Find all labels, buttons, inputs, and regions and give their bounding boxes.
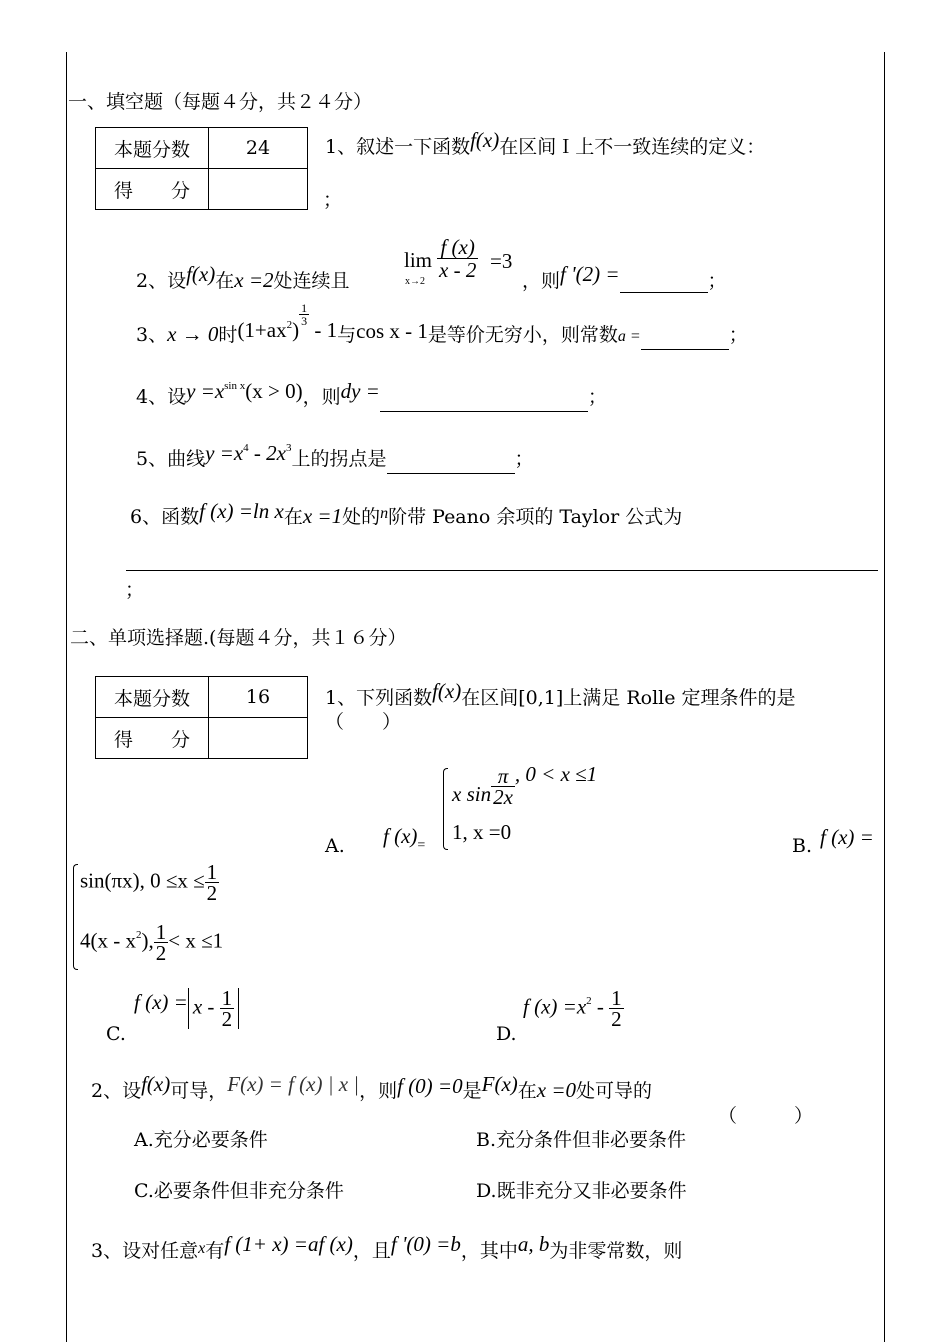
score-value: 24 — [209, 128, 308, 169]
got-score-field[interactable] — [209, 169, 308, 210]
s2-q3-fp: f '(0) =b — [390, 1232, 461, 1256]
s1-q4-then: ，则 — [302, 386, 341, 408]
option-d-f: f (x) =x — [523, 994, 587, 1019]
s2-q3-num: 3、设对任意 — [91, 1240, 199, 1262]
option-a-eq: = — [417, 838, 426, 853]
option-c-x: x - — [192, 994, 220, 1019]
s1-q2-frac — [437, 236, 478, 281]
s1-q5-4: 4 — [243, 442, 249, 454]
option-d-expr — [523, 988, 624, 1029]
s1-q4-num: 4、设 — [136, 386, 187, 408]
s1-q3-answer-blank[interactable] — [641, 331, 729, 350]
option-a-fx: f (x) — [383, 824, 418, 848]
s1-q6-text2: 阶带 Peano 余项的 Taylor 公式为 — [388, 506, 683, 528]
s1-q1-end: ； — [323, 189, 343, 211]
s1-q1-num: 1、叙述一下函数 — [325, 136, 471, 158]
s2-question-1 — [325, 679, 796, 710]
s1-q3-exp-den: 3 — [301, 313, 308, 328]
s2-q2-fx: f(x) — [141, 1072, 171, 1096]
s1-question-1 — [325, 128, 766, 159]
s2-q2-at: 在 — [517, 1080, 537, 1102]
s1-q2-cont: 处连续且 — [273, 270, 350, 292]
s1-question-5 — [136, 441, 534, 474]
option-d-den: 2 — [611, 1007, 622, 1031]
s1-q3-exp-frac — [299, 302, 309, 327]
option-a-l1-frac — [491, 766, 515, 807]
option-b-line1 — [80, 862, 219, 903]
s1-q6-answer-blank[interactable] — [126, 570, 878, 571]
s1-question-2 — [136, 262, 350, 293]
option-a-l1a: x sin — [452, 782, 492, 807]
s1-q2-at: 在 — [215, 270, 235, 292]
s1-question-3 — [136, 300, 748, 350]
s1-q2-frac-den: x - 2 — [439, 258, 477, 282]
s1-q5-curve — [205, 441, 291, 465]
option-c-expr — [134, 988, 239, 1029]
s1-question-6 — [130, 499, 683, 531]
s1-q3-when: 时 — [218, 324, 238, 346]
option-b-label[interactable]: B. — [792, 835, 813, 857]
s1-q4-y — [186, 379, 303, 403]
s1-q5-text: 上的拐点是 — [291, 448, 387, 470]
s1-q3-expr — [237, 318, 299, 342]
option-d-frac — [609, 988, 624, 1029]
s1-q4-y-base: y =x — [186, 379, 225, 403]
option-c-abs — [188, 988, 239, 1029]
s1-q5-answer-blank[interactable] — [387, 455, 515, 474]
s1-q3-with: 与 — [337, 324, 357, 346]
option-b-l2a: 4(x - x — [80, 928, 136, 953]
got-label: 得 分 — [96, 169, 209, 210]
s1-q3-a: a = — [617, 328, 641, 345]
option-b-l2c: < x ≤1 — [168, 928, 224, 953]
s2-q2-text: 处可导的 — [576, 1080, 653, 1102]
s1-q6-at: 在 — [283, 506, 303, 528]
option-c-den: 2 — [221, 1007, 233, 1031]
s2-q3-have: 有 — [205, 1240, 225, 1262]
got-label: 得 分 — [96, 718, 209, 759]
option-b-l1-frac — [205, 862, 220, 903]
s1-q2-fraction — [437, 236, 478, 281]
s2-q2-F: F(x) = f (x) | x | — [227, 1072, 360, 1096]
score-label: 本题分数 — [96, 677, 209, 718]
s1-q3-sq: 2 — [286, 319, 293, 331]
option-b-brace — [73, 864, 78, 970]
s2-q3-eq: f (1+ x) =af (x) — [224, 1232, 353, 1256]
s1-q5-y: y =x — [205, 441, 244, 465]
s1-q2-eq3: =3 — [490, 249, 513, 273]
s1-q2-fx: f(x) — [186, 262, 216, 286]
s1-q6-f: f (x) =ln x — [199, 499, 284, 523]
option-d-sq: 2 — [586, 995, 592, 1008]
s2-q2-then: ，则 — [359, 1080, 398, 1102]
s1-q3-text: 是等价无穷小，则常数 — [427, 324, 618, 346]
option-a-line1 — [452, 762, 598, 809]
option-b-l2-num: 1 — [155, 920, 167, 944]
s2-q2-Fx: F(x) — [481, 1072, 518, 1096]
s1-q5-end: ； — [514, 448, 534, 470]
option-d-num: 1 — [611, 986, 622, 1010]
s1-question-4 — [136, 379, 607, 412]
s1-q2-frac-num: f (x) — [437, 236, 478, 259]
s1-q6-x1: x =1 — [302, 504, 343, 528]
s1-q5-num: 5、曲线 — [136, 448, 206, 470]
option-c-f: f (x) = — [134, 990, 188, 1015]
s1-q3-minus1: - 1 — [309, 318, 338, 342]
s2-q2-paren: （ ） — [718, 1105, 814, 1127]
s1-q3-expr-base: (1+ax — [237, 318, 287, 342]
s2-q3-text: 为非零常数，则 — [549, 1240, 683, 1262]
option-a-l1b: , 0 < x ≤1 — [514, 762, 598, 787]
s1-q2-num: 2、设 — [136, 270, 187, 292]
s2-q2-option-c[interactable]: C.必要条件但非充分条件 — [134, 1180, 344, 1202]
option-b-l2-den: 2 — [155, 941, 167, 965]
score-value: 16 — [209, 677, 308, 718]
right-border-line — [884, 52, 885, 1342]
s1-q3-close: ) — [292, 318, 300, 342]
option-a-line2: 1, x =0 — [452, 820, 512, 844]
s1-q4-answer-blank[interactable] — [380, 393, 588, 412]
s1-q4-end: ； — [587, 386, 607, 408]
s1-q4-dy: dy = — [340, 379, 380, 403]
s1-q2-end: ； — [707, 270, 727, 292]
section1-title: 一、填空题（每题４分，共２４分） — [68, 91, 373, 113]
option-c-num: 1 — [221, 986, 233, 1010]
s2-q2-option-b[interactable]: B.充分条件但非必要条件 — [476, 1129, 687, 1151]
s2-q2-x0: x =0 — [536, 1078, 577, 1102]
s1-q6-n: n — [380, 505, 389, 522]
option-c-frac — [220, 988, 235, 1029]
option-b-line2 — [80, 922, 223, 963]
s2-question-3 — [91, 1232, 683, 1265]
s1-q4-cond: (x > 0) — [245, 379, 303, 403]
s1-q2-lim-sub: x→2 — [405, 276, 425, 287]
s2-q1-num: 1、下列函数 — [325, 687, 433, 709]
option-a-l1-num: π — [491, 766, 515, 787]
s1-q5-3: 3 — [285, 442, 292, 454]
section1-score-table — [95, 127, 308, 210]
option-b-l1: sin(πx), 0 ≤x ≤ — [80, 868, 205, 893]
s2-q1-paren: （ ） — [325, 711, 402, 733]
s1-q4-sinx: sin x — [224, 380, 246, 392]
s1-q2-then-line — [522, 262, 727, 293]
option-a-l1-den: 2x — [493, 785, 513, 809]
s2-q1-fx: f(x) — [432, 679, 462, 703]
got-score-field[interactable] — [209, 718, 308, 759]
s1-q3-end: ； — [728, 324, 748, 346]
s1-q6-num: 6、函数 — [130, 506, 200, 528]
option-b-l1-num: 1 — [206, 860, 218, 884]
option-a-label[interactable]: A. — [325, 835, 345, 857]
s1-q3-num: 3、 — [136, 324, 168, 346]
s2-q2-is: 是 — [462, 1080, 482, 1102]
s1-q2-fp: f '(2) = — [560, 262, 620, 286]
left-border-line — [66, 52, 67, 1342]
option-d-minus: - — [591, 994, 610, 1019]
s1-q2-then: ，则 — [522, 270, 561, 292]
s1-q6-end: ； — [125, 579, 145, 601]
option-b-l1-den: 2 — [206, 881, 218, 905]
option-b-l2-sq: 2 — [136, 929, 142, 942]
s1-q5-minus: - 2x — [248, 441, 286, 465]
s2-q3-and: ，且 — [352, 1240, 391, 1262]
option-d-label[interactable]: D. — [496, 1023, 517, 1045]
s1-q1-text: 在区间Ｉ上不一致连续的定义： — [499, 136, 766, 158]
s1-q2-lim-word: lim — [404, 248, 433, 272]
s2-q2-option-a[interactable]: A.充分必要条件 — [134, 1129, 268, 1151]
s2-q1-text: 在区间[0,1]上满足 Rolle 定理条件的是 — [461, 687, 796, 709]
option-b-l2-frac — [154, 922, 169, 963]
s2-q3-x: x — [198, 1240, 206, 1257]
option-b-f: f (x) = — [820, 825, 874, 849]
option-a-brace — [443, 768, 448, 850]
s1-q6-text1: 处的 — [342, 506, 381, 528]
section2-title: 二、单项选择题.(每题４分，共１６分） — [70, 627, 407, 649]
s2-q2-diff: 可导， — [170, 1080, 228, 1102]
s2-q3-ab: a, b — [517, 1232, 550, 1256]
s1-q3-x0: x → 0 — [167, 322, 219, 346]
s1-q2-lim — [404, 248, 432, 272]
s1-q3-cos: cos x - 1 — [356, 319, 428, 343]
option-b-l2b: ), — [141, 928, 154, 953]
s2-question-2 — [91, 1072, 653, 1103]
option-a-f — [383, 824, 425, 852]
s1-q1-fx: f(x) — [470, 128, 500, 152]
section2-score-table — [95, 676, 308, 759]
s2-q2-f0: f (0) =0 — [397, 1074, 463, 1098]
s1-q2-answer-blank[interactable] — [620, 274, 708, 293]
score-label: 本题分数 — [96, 128, 209, 169]
s1-q3-exp-num: 1 — [301, 300, 308, 315]
option-c-label[interactable]: C. — [106, 1023, 126, 1045]
s2-q2-num: 2、设 — [91, 1080, 142, 1102]
s1-q2-x2: x =2 — [234, 268, 274, 292]
s2-q2-option-d[interactable]: D.既非充分又非必要条件 — [476, 1180, 687, 1202]
s2-q3-where: ，其中 — [460, 1240, 518, 1262]
